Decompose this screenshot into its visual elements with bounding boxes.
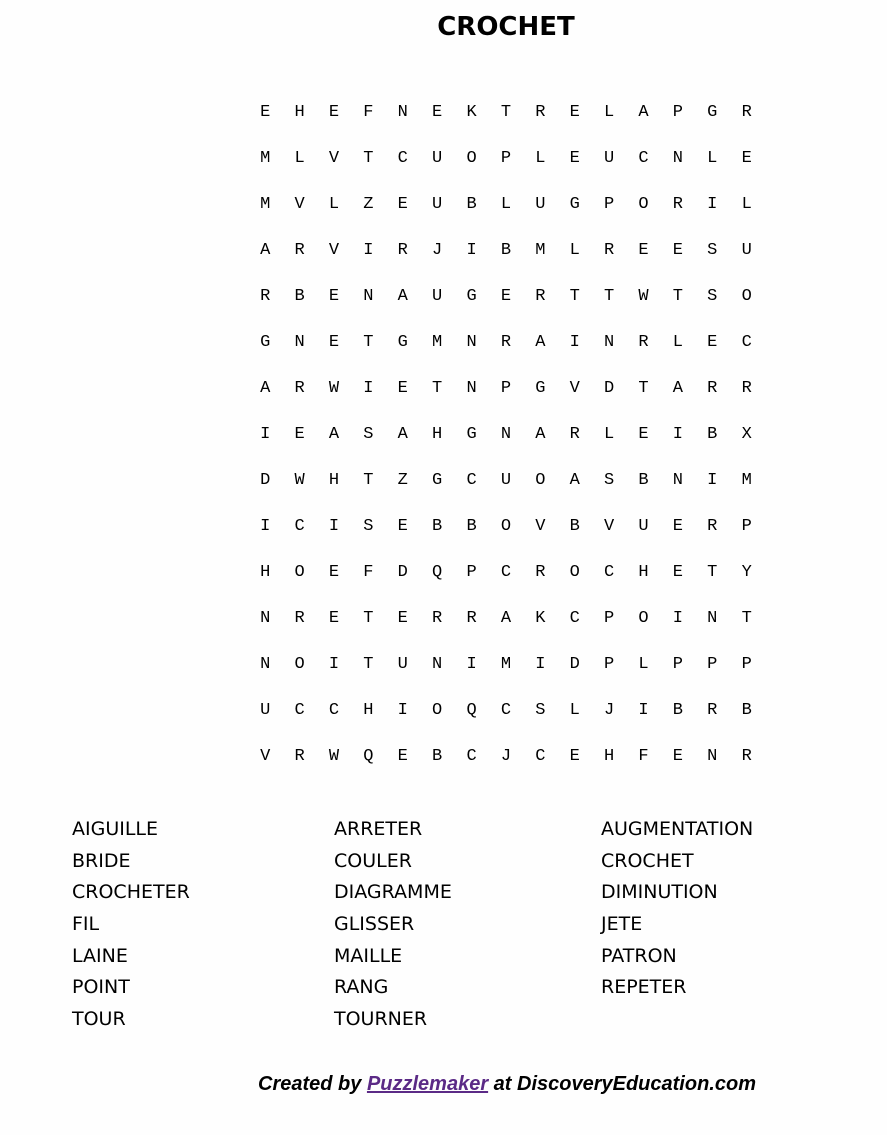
grid-letter: R [741, 103, 752, 122]
grid-letter: W [328, 379, 340, 398]
grid-letter: P [466, 563, 477, 582]
grid-letter: B [741, 701, 752, 720]
grid-row [248, 512, 764, 558]
grid-letter: T [363, 655, 374, 674]
grid-letter: V [328, 149, 340, 168]
grid-letter: D [397, 563, 408, 582]
grid-letter: A [397, 287, 408, 306]
grid-letter: L [741, 195, 752, 214]
grid-letter: A [638, 103, 649, 122]
grid-letter: U [638, 517, 649, 536]
grid-letter: U [535, 195, 546, 214]
grid-letter: Y [741, 563, 752, 582]
grid-letter: O [638, 195, 649, 214]
grid-letter: H [638, 563, 649, 582]
grid-letter: I [707, 195, 718, 214]
word-list-item: TOUR [72, 1008, 126, 1031]
word-list-item: TOURNER [334, 1008, 428, 1031]
grid-letter: J [500, 747, 512, 766]
grid-letter: N [260, 609, 271, 628]
grid-letter: F [363, 103, 374, 122]
grid-letter: S [604, 471, 615, 490]
grid-row [248, 420, 764, 466]
grid-letter: C [500, 563, 512, 582]
grid-letter: O [500, 517, 512, 536]
grid-letter: R [741, 379, 752, 398]
grid-letter: R [432, 609, 443, 628]
grid-letter: U [500, 471, 512, 490]
grid-letter: B [432, 517, 443, 536]
word-list-item: LAINE [72, 944, 128, 967]
grid-letter: T [363, 471, 374, 490]
grid-letter: B [466, 517, 477, 536]
grid-letter: S [707, 241, 718, 260]
word-list [0, 814, 887, 1044]
grid-letter: R [569, 425, 580, 444]
word-list-item: REPETER [601, 976, 687, 999]
grid-letter: V [294, 195, 305, 214]
grid-letter: E [328, 287, 340, 306]
grid-letter: V [604, 517, 615, 536]
grid-letter: M [741, 471, 752, 490]
grid-letter: I [466, 241, 477, 260]
grid-letter: N [604, 333, 615, 352]
grid-letter: E [397, 517, 408, 536]
grid-letter: C [638, 149, 649, 168]
grid-letter: T [500, 103, 512, 122]
word-list-item: CROCHET [601, 849, 694, 872]
grid-letter: I [260, 517, 271, 536]
grid-row [248, 604, 764, 650]
grid-letter: G [432, 471, 443, 490]
grid-letter: R [294, 379, 305, 398]
grid-letter: B [500, 241, 512, 260]
grid-letter: O [638, 609, 649, 628]
grid-letter: N [466, 333, 477, 352]
grid-letter: L [294, 149, 305, 168]
grid-row [248, 190, 764, 236]
grid-letter: E [260, 103, 271, 122]
credit-prefix: Created by [258, 1073, 367, 1095]
grid-letter: V [328, 241, 340, 260]
grid-letter: C [569, 609, 580, 628]
word-list-item: COULER [334, 849, 412, 872]
grid-letter: U [432, 149, 443, 168]
grid-letter: I [569, 333, 580, 352]
word-list-item: JETE [601, 913, 643, 936]
grid-letter: E [432, 103, 443, 122]
grid-row [248, 374, 764, 420]
grid-letter: I [328, 655, 340, 674]
grid-row [248, 696, 764, 742]
grid-letter: E [638, 425, 649, 444]
grid-row [248, 650, 764, 696]
word-column-2 [334, 814, 452, 1036]
grid-letter: R [466, 609, 477, 628]
grid-letter: R [535, 563, 546, 582]
grid-letter: E [294, 425, 305, 444]
grid-letter: E [569, 149, 580, 168]
grid-letter: C [535, 747, 546, 766]
grid-row [248, 466, 764, 512]
credit-suffix: at DiscoveryEducation.com [488, 1073, 756, 1095]
grid-letter: R [707, 701, 718, 720]
grid-letter: D [260, 471, 271, 490]
word-column-1 [72, 814, 190, 1036]
grid-letter: P [604, 195, 615, 214]
grid-letter: R [294, 241, 305, 260]
grid-letter: A [569, 471, 580, 490]
grid-letter: B [569, 517, 580, 536]
grid-letter: C [294, 701, 305, 720]
grid-letter: U [741, 241, 752, 260]
grid-letter: E [500, 287, 512, 306]
grid-letter: I [363, 379, 374, 398]
grid-letter: G [466, 425, 477, 444]
grid-letter: R [294, 609, 305, 628]
word-list-item: POINT [72, 976, 130, 999]
grid-letter: R [397, 241, 408, 260]
grid-letter: C [397, 149, 408, 168]
grid-letter: T [432, 379, 443, 398]
grid-letter: R [500, 333, 512, 352]
grid-row [248, 328, 764, 374]
word-list-item: GLISSER [334, 913, 415, 936]
grid-letter: E [328, 103, 340, 122]
grid-letter: E [638, 241, 649, 260]
grid-row [248, 282, 764, 328]
grid-letter: T [569, 287, 580, 306]
grid-letter: E [397, 195, 408, 214]
grid-letter: Q [466, 701, 477, 720]
grid-letter: A [260, 379, 271, 398]
grid-letter: R [638, 333, 649, 352]
grid-letter: E [672, 563, 683, 582]
grid-letter: N [363, 287, 374, 306]
grid-letter: H [294, 103, 305, 122]
word-list-item: FIL [72, 913, 100, 936]
grid-letter: L [569, 241, 580, 260]
grid-letter: L [328, 195, 340, 214]
grid-letter: I [397, 701, 408, 720]
grid-letter: J [432, 241, 443, 260]
grid-letter: U [432, 287, 443, 306]
grid-letter: A [535, 333, 546, 352]
grid-letter: I [328, 517, 340, 536]
word-list-item: DIAGRAMME [334, 881, 452, 904]
grid-letter: H [604, 747, 615, 766]
grid-letter: M [535, 241, 546, 260]
grid-letter: R [707, 379, 718, 398]
grid-letter: O [741, 287, 752, 306]
grid-letter: A [260, 241, 271, 260]
grid-letter: M [260, 195, 271, 214]
grid-letter: R [707, 517, 718, 536]
puzzlemaker-link[interactable]: Puzzlemaker [366, 1073, 489, 1095]
grid-letter: T [707, 563, 718, 582]
grid-letter: R [260, 287, 271, 306]
grid-letter: W [328, 747, 340, 766]
grid-letter: P [707, 655, 718, 674]
grid-letter: G [397, 333, 408, 352]
grid-letter: B [294, 287, 305, 306]
grid-letter: B [672, 701, 683, 720]
grid-letter: O [569, 563, 580, 582]
grid-letter: Z [397, 471, 408, 490]
grid-letter: V [260, 747, 271, 766]
grid-letter: P [500, 149, 512, 168]
grid-letter: D [569, 655, 580, 674]
grid-letter: R [294, 747, 305, 766]
word-list-item: AUGMENTATION [601, 818, 754, 840]
grid-letter: O [294, 563, 305, 582]
grid-letter: B [432, 747, 443, 766]
grid-letter: P [672, 103, 683, 122]
word-list-item: DIMINUTION [601, 881, 718, 904]
grid-letter: M [432, 333, 443, 352]
grid-letter: I [672, 609, 683, 628]
grid-row [248, 144, 764, 190]
grid-letter: N [500, 425, 512, 444]
grid-letter: E [397, 609, 408, 628]
grid-letter: N [707, 747, 718, 766]
grid-letter: S [707, 287, 718, 306]
grid-letter: E [707, 333, 718, 352]
grid-letter: N [707, 609, 718, 628]
grid-letter: L [604, 103, 615, 122]
grid-letter: E [328, 609, 340, 628]
grid-letter: C [741, 333, 752, 352]
grid-letter: A [672, 379, 683, 398]
grid-letter: A [535, 425, 546, 444]
grid-letter: Q [432, 563, 443, 582]
grid-letter: N [672, 149, 683, 168]
grid-letter: C [500, 701, 512, 720]
grid-letter: C [466, 471, 477, 490]
grid-letter: C [294, 517, 305, 536]
grid-letter: K [466, 103, 477, 122]
word-list-item: RANG [334, 976, 389, 999]
grid-letter: E [328, 333, 340, 352]
grid-letter: D [604, 379, 615, 398]
grid-letter: I [466, 655, 477, 674]
grid-letter: R [741, 747, 752, 766]
grid-letter: E [741, 149, 752, 168]
grid-letter: I [707, 471, 718, 490]
grid-row [248, 236, 764, 282]
grid-letter: T [741, 609, 752, 628]
grid-letter: U [397, 655, 408, 674]
grid-letter: E [328, 563, 340, 582]
grid-letter: M [260, 149, 271, 168]
word-list-item: AIGUILLE [72, 818, 159, 840]
grid-letter: R [604, 241, 615, 260]
grid-letter: J [604, 701, 615, 720]
grid-letter: Q [363, 747, 374, 766]
grid-letter: E [672, 517, 683, 536]
grid-letter: R [535, 103, 546, 122]
grid-letter: C [466, 747, 477, 766]
grid-row [248, 742, 764, 788]
grid-letter: K [535, 609, 546, 628]
grid-letter: E [397, 379, 408, 398]
grid-letter: L [535, 149, 546, 168]
grid-letter: V [535, 517, 546, 536]
grid-letter: N [432, 655, 443, 674]
grid-letter: H [328, 471, 340, 490]
letter-grid [248, 98, 764, 788]
grid-letter: P [500, 379, 512, 398]
grid-letter: F [363, 563, 374, 582]
grid-letter: P [741, 655, 752, 674]
word-list-item: MAILLE [334, 944, 403, 967]
grid-letter: L [707, 149, 718, 168]
grid-letter: P [741, 517, 752, 536]
grid-letter: N [294, 333, 305, 352]
grid-letter: L [672, 333, 683, 352]
grid-letter: R [535, 287, 546, 306]
grid-letter: P [672, 655, 683, 674]
grid-letter: E [397, 747, 408, 766]
word-list-item: CROCHETER [72, 881, 190, 904]
grid-letter: G [260, 333, 271, 352]
grid-letter: A [397, 425, 408, 444]
grid-letter: F [638, 747, 649, 766]
grid-letter: O [432, 701, 443, 720]
grid-letter: T [638, 379, 649, 398]
grid-letter: V [569, 379, 580, 398]
grid-letter: L [500, 195, 512, 214]
grid-letter: I [672, 425, 683, 444]
grid-row [248, 558, 764, 604]
grid-letter: X [741, 425, 752, 444]
grid-letter: P [604, 609, 615, 628]
grid-letter: U [604, 149, 615, 168]
grid-letter: I [535, 655, 546, 674]
grid-letter: U [260, 701, 271, 720]
grid-letter: B [707, 425, 718, 444]
grid-letter: C [328, 701, 340, 720]
word-list-item: PATRON [601, 944, 677, 967]
grid-letter: H [260, 563, 271, 582]
grid-letter: E [672, 241, 683, 260]
grid-letter: G [569, 195, 580, 214]
grid-letter: G [535, 379, 546, 398]
grid-letter: T [604, 287, 615, 306]
credit-line [258, 1070, 756, 1098]
grid-letter: N [672, 471, 683, 490]
grid-letter: G [466, 287, 477, 306]
word-list-item: ARRETER [334, 818, 423, 840]
grid-letter: A [328, 425, 340, 444]
grid-letter: B [638, 471, 649, 490]
page-title: CROCHET [437, 12, 575, 42]
grid-letter: O [294, 655, 305, 674]
word-list-item: BRIDE [72, 849, 131, 872]
grid-letter: T [363, 149, 374, 168]
grid-letter: R [672, 195, 683, 214]
grid-letter: H [432, 425, 443, 444]
grid-letter: C [604, 563, 615, 582]
grid-letter: L [569, 701, 580, 720]
grid-letter: I [638, 701, 649, 720]
grid-letter: L [638, 655, 649, 674]
grid-letter: G [707, 103, 718, 122]
grid-letter: B [466, 195, 477, 214]
grid-letter: E [569, 103, 580, 122]
grid-letter: I [260, 425, 271, 444]
grid-letter: L [604, 425, 615, 444]
grid-letter: T [672, 287, 683, 306]
grid-letter: U [432, 195, 443, 214]
grid-letter: O [466, 149, 477, 168]
grid-letter: E [672, 747, 683, 766]
grid-letter: S [363, 425, 374, 444]
grid-letter: O [535, 471, 546, 490]
grid-letter: N [397, 103, 408, 122]
grid-letter: Z [363, 195, 374, 214]
grid-letter: T [363, 609, 374, 628]
grid-letter: P [604, 655, 615, 674]
grid-letter: S [363, 517, 374, 536]
grid-letter: T [363, 333, 374, 352]
grid-row [248, 98, 764, 144]
grid-letter: N [466, 379, 477, 398]
grid-letter: E [569, 747, 580, 766]
grid-letter: M [500, 655, 512, 674]
grid-letter: S [535, 701, 546, 720]
grid-letter: W [638, 287, 649, 306]
grid-letter: N [260, 655, 271, 674]
word-column-3 [601, 814, 753, 1004]
grid-letter: I [363, 241, 374, 260]
grid-letter: A [500, 609, 512, 628]
grid-letter: H [363, 701, 374, 720]
grid-letter: W [294, 471, 305, 490]
